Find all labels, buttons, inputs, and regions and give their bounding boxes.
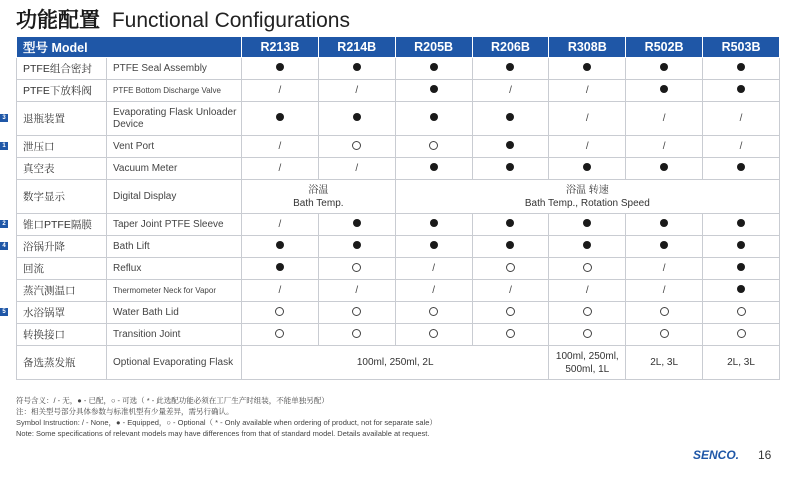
feature-name-zh: 转换接口	[17, 324, 107, 346]
optional-icon	[352, 329, 361, 338]
table-row	[17, 258, 780, 280]
merged-cell-text: Bath Temp., Rotation Speed	[524, 197, 650, 209]
optional-icon	[429, 141, 438, 150]
table-body	[17, 58, 780, 380]
config-cell	[626, 58, 703, 80]
config-cell	[242, 158, 319, 180]
optional-icon	[583, 307, 592, 316]
config-cell	[549, 158, 626, 180]
optional-icon	[352, 263, 361, 272]
config-cell	[549, 58, 626, 80]
config-cell	[626, 80, 703, 102]
none-mark: /	[585, 141, 589, 152]
config-cell	[318, 258, 395, 280]
none-mark: /	[662, 285, 666, 296]
none-mark: /	[278, 85, 282, 96]
equipped-icon	[276, 113, 284, 121]
equipped-icon	[737, 163, 745, 171]
equipped-icon	[353, 63, 361, 71]
config-cell	[318, 158, 395, 180]
config-cell	[626, 136, 703, 158]
config-cell	[395, 214, 472, 236]
equipped-icon	[660, 63, 668, 71]
equipped-icon	[353, 113, 361, 121]
config-cell	[703, 158, 780, 180]
config-cell	[626, 102, 703, 136]
config-cell	[242, 258, 319, 280]
optional-icon	[737, 307, 746, 316]
feature-name-en: Evaporating Flask Unloader Device	[107, 102, 242, 136]
table-row	[17, 58, 780, 80]
note-line: 注：相关型号部分具体参数与标准机型有少量差异，需另行确认。	[16, 407, 234, 416]
table-row	[17, 302, 780, 324]
feature-name-zh: 蒸汽测温口	[17, 280, 107, 302]
none-mark: /	[432, 263, 435, 274]
table-row	[17, 236, 780, 258]
equipped-icon	[737, 219, 745, 227]
config-cell	[318, 236, 395, 258]
equipped-icon	[430, 63, 438, 71]
merged-cell-text: 100ml, 250ml, 2L	[356, 357, 434, 368]
none-mark: /	[432, 285, 435, 296]
equipped-icon	[430, 241, 438, 249]
equipped-icon	[506, 163, 514, 171]
none-mark: /	[278, 285, 282, 296]
table-row	[17, 158, 780, 180]
model-header: 型号 Model	[17, 37, 242, 58]
config-cell	[703, 58, 780, 80]
note-line: Symbol Instruction: / - None，● - Equipped，○ - Optional（ * - Only available when ordering of product, not for separate sale）	[16, 418, 437, 427]
config-cell	[242, 302, 319, 324]
row-marker: 3	[0, 114, 8, 122]
config-cell	[626, 302, 703, 324]
equipped-icon	[583, 63, 591, 71]
model-col-header: R205B	[395, 37, 472, 58]
title-en: Functional Configurations	[111, 9, 350, 32]
config-cell	[703, 136, 780, 158]
merged-cell	[626, 346, 703, 380]
optional-icon	[737, 329, 746, 338]
config-cell	[703, 280, 780, 302]
feature-name-zh: 备选蒸发瓶	[17, 346, 107, 380]
equipped-icon	[430, 219, 438, 227]
config-cell	[395, 302, 472, 324]
feature-name-zh: 退瓶装置	[17, 102, 107, 136]
none-mark: /	[355, 163, 359, 174]
config-cell	[395, 136, 472, 158]
equipped-icon	[353, 241, 361, 249]
none-mark: /	[662, 113, 666, 124]
none-mark: /	[278, 219, 282, 230]
config-cell	[318, 324, 395, 346]
config-cell	[626, 158, 703, 180]
equipped-icon	[583, 163, 591, 171]
config-table	[16, 36, 780, 380]
equipped-icon	[506, 241, 514, 249]
config-cell	[626, 236, 703, 258]
merged-cell	[242, 180, 396, 214]
config-cell	[318, 136, 395, 158]
equipped-icon	[737, 263, 745, 271]
config-cell	[472, 236, 549, 258]
table-row	[17, 180, 780, 214]
notes	[16, 395, 437, 439]
config-cell	[472, 302, 549, 324]
feature-name-en: Digital Display	[107, 180, 242, 214]
config-cell	[549, 258, 626, 280]
table-row	[17, 214, 780, 236]
config-cell	[626, 258, 703, 280]
config-cell	[626, 214, 703, 236]
equipped-icon	[737, 285, 745, 293]
config-cell	[703, 80, 780, 102]
equipped-icon	[353, 219, 361, 227]
optional-icon	[506, 263, 515, 272]
equipped-icon	[737, 241, 745, 249]
table-row	[17, 280, 780, 302]
config-cell	[318, 302, 395, 324]
table-row	[17, 136, 780, 158]
feature-name-en: Vent Port	[107, 136, 242, 158]
feature-name-zh: PTFE下放料阀	[17, 80, 107, 102]
config-cell	[472, 214, 549, 236]
equipped-icon	[737, 63, 745, 71]
config-cell	[242, 102, 319, 136]
feature-name-zh: PTFE组合密封	[17, 58, 107, 80]
equipped-icon	[660, 163, 668, 171]
equipped-icon	[583, 241, 591, 249]
config-cell	[472, 102, 549, 136]
feature-name-zh: 回流	[17, 258, 107, 280]
config-cell	[703, 236, 780, 258]
merged-cell-text: 2L, 3L	[650, 357, 679, 368]
config-cell	[242, 58, 319, 80]
config-cell	[549, 236, 626, 258]
config-cell	[318, 58, 395, 80]
feature-name-zh: 数字显示	[17, 180, 107, 214]
note-line: 符号含义：/ - 无，● - 已配，○ - 可选（ * - 此选配功能必须在工厂生产时组装，不能单独另配）	[16, 396, 329, 405]
config-cell	[395, 258, 472, 280]
table-row	[17, 80, 780, 102]
none-mark: /	[739, 141, 743, 152]
none-mark: /	[509, 285, 512, 296]
model-col-header: R213B	[242, 37, 319, 58]
feature-name-en: Water Bath Lid	[107, 302, 242, 324]
config-cell	[242, 280, 319, 302]
none-mark: /	[509, 85, 512, 96]
none-mark: /	[662, 263, 666, 274]
none-mark: /	[355, 85, 359, 96]
equipped-icon	[506, 63, 514, 71]
feature-name-zh: 真空表	[17, 158, 107, 180]
merged-cell-text: 2L, 3L	[727, 357, 755, 368]
config-cell	[395, 324, 472, 346]
optional-icon	[352, 307, 361, 316]
merged-cell	[242, 346, 549, 380]
merged-cell-text: 100ml, 250ml, 500ml, 1L	[555, 350, 619, 375]
feature-name-en: Reflux	[107, 258, 242, 280]
none-mark: /	[585, 285, 589, 296]
optional-icon	[506, 329, 515, 338]
optional-icon	[429, 329, 438, 338]
optional-icon	[275, 329, 284, 338]
config-cell	[242, 214, 319, 236]
config-cell	[626, 280, 703, 302]
config-cell	[395, 158, 472, 180]
config-cell	[703, 324, 780, 346]
config-cell	[242, 236, 319, 258]
config-cell	[626, 324, 703, 346]
page-number: 16	[758, 448, 772, 462]
feature-name-en: PTFE Bottom Discharge Valve	[107, 80, 242, 102]
config-cell	[472, 324, 549, 346]
row-marker: 4	[0, 242, 8, 250]
none-mark: /	[662, 141, 666, 152]
merged-cell	[395, 180, 779, 214]
equipped-icon	[430, 163, 438, 171]
row-marker: 2	[0, 220, 8, 228]
model-col-header: R308B	[549, 37, 626, 58]
model-col-header: R503B	[703, 37, 780, 58]
equipped-icon	[583, 219, 591, 227]
config-cell	[472, 58, 549, 80]
table-row	[17, 102, 780, 136]
model-col-header: R206B	[472, 37, 549, 58]
none-mark: /	[739, 113, 743, 124]
none-mark: /	[278, 141, 282, 152]
equipped-icon	[660, 241, 668, 249]
config-cell	[318, 102, 395, 136]
config-cell	[395, 80, 472, 102]
optional-icon	[660, 329, 669, 338]
title-zh: 功能配置	[16, 9, 100, 32]
config-cell	[395, 236, 472, 258]
equipped-icon	[660, 219, 668, 227]
config-cell	[242, 80, 319, 102]
config-cell	[395, 102, 472, 136]
optional-icon	[583, 263, 592, 272]
equipped-icon	[430, 113, 438, 121]
feature-name-en: Taper Joint PTFE Sleeve	[107, 214, 242, 236]
merged-cell-text: 浴温	[308, 184, 329, 196]
config-cell	[472, 258, 549, 280]
equipped-icon	[506, 113, 514, 121]
feature-name-zh: 水浴锅罩	[17, 302, 107, 324]
config-cell	[549, 136, 626, 158]
merged-cell	[549, 346, 626, 380]
config-cell	[703, 214, 780, 236]
config-cell	[395, 280, 472, 302]
equipped-icon	[660, 85, 668, 93]
model-col-header: R502B	[626, 37, 703, 58]
config-cell	[549, 280, 626, 302]
optional-icon	[429, 307, 438, 316]
equipped-icon	[430, 85, 438, 93]
config-cell	[242, 324, 319, 346]
config-cell	[703, 102, 780, 136]
config-cell	[472, 158, 549, 180]
feature-name-en: Optional Evaporating Flask	[107, 346, 242, 380]
equipped-icon	[276, 63, 284, 71]
feature-name-en: Bath Lift	[107, 236, 242, 258]
config-cell	[472, 136, 549, 158]
optional-icon	[506, 307, 515, 316]
page-title	[16, 4, 350, 34]
feature-name-zh: 浴锅升降	[17, 236, 107, 258]
optional-icon	[352, 141, 361, 150]
merged-cell-text: 浴温 转速	[565, 184, 609, 196]
feature-name-zh: 泄压口	[17, 136, 107, 158]
table-row	[17, 346, 780, 380]
feature-name-en: PTFE Seal Assembly	[107, 58, 242, 80]
config-cell	[703, 258, 780, 280]
config-cell	[395, 58, 472, 80]
config-cell	[549, 102, 626, 136]
equipped-icon	[276, 263, 284, 271]
merged-cell-text: Bath Temp.	[293, 197, 344, 209]
table-row	[17, 324, 780, 346]
config-cell	[472, 280, 549, 302]
none-mark: /	[278, 163, 282, 174]
none-mark: /	[585, 85, 589, 96]
config-cell	[318, 214, 395, 236]
config-cell	[549, 302, 626, 324]
optional-icon	[583, 329, 592, 338]
config-cell	[318, 80, 395, 102]
feature-name-zh: 锥口PTFE隔膜	[17, 214, 107, 236]
none-mark: /	[585, 113, 589, 124]
config-cell	[472, 80, 549, 102]
optional-icon	[275, 307, 284, 316]
config-cell	[549, 214, 626, 236]
merged-cell	[703, 346, 780, 380]
none-mark: /	[355, 285, 359, 296]
config-cell	[703, 302, 780, 324]
row-marker: 1	[0, 142, 8, 150]
optional-icon	[660, 307, 669, 316]
brand-logo: SENCO.	[693, 448, 740, 462]
feature-name-en: Vacuum Meter	[107, 158, 242, 180]
equipped-icon	[506, 219, 514, 227]
row-marker: 5	[0, 308, 8, 316]
model-col-header: R214B	[318, 37, 395, 58]
feature-name-en: Transition Joint	[107, 324, 242, 346]
table-header-row	[17, 37, 780, 58]
equipped-icon	[737, 85, 745, 93]
equipped-icon	[276, 241, 284, 249]
config-cell	[549, 324, 626, 346]
config-cell	[549, 80, 626, 102]
config-cell	[242, 136, 319, 158]
config-cell	[318, 280, 395, 302]
equipped-icon	[506, 141, 514, 149]
feature-name-en: Thermometer Neck for Vapor	[107, 280, 242, 302]
note-line: Note: Some specifications of relevant models may have differences from that of standard model. Details available at request.	[16, 429, 430, 438]
